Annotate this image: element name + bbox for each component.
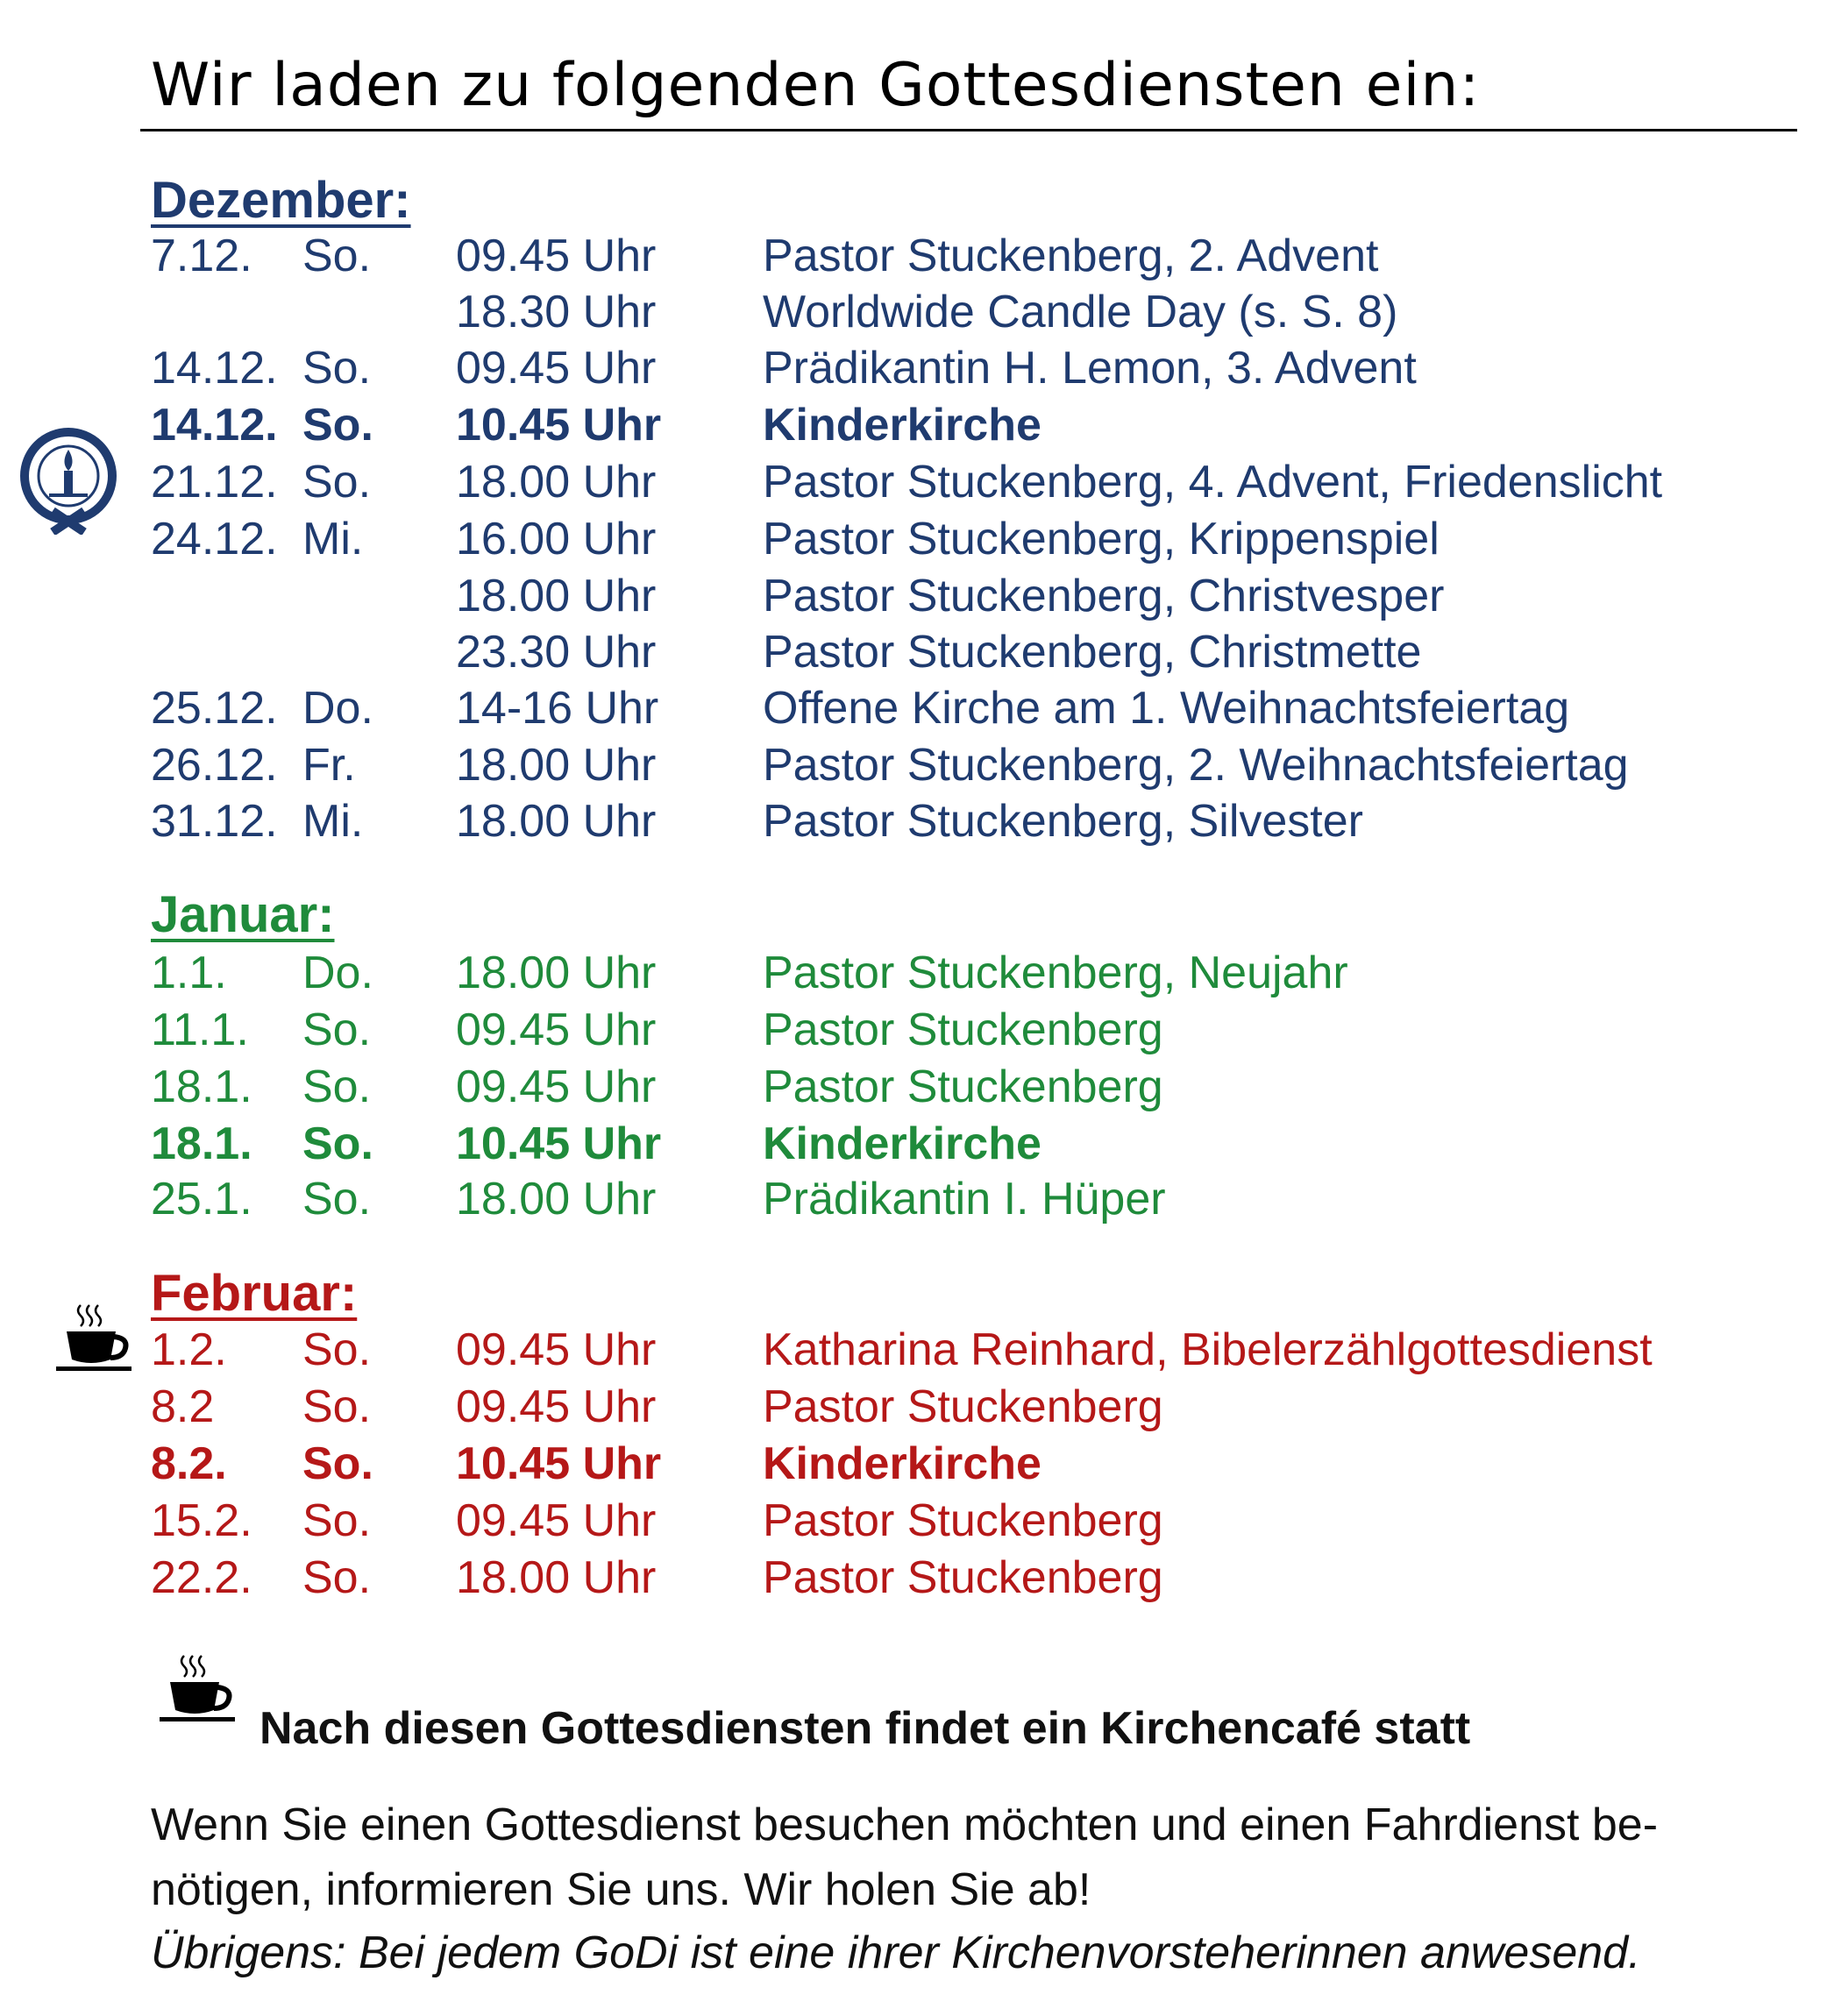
service-date: 25.1. bbox=[151, 1174, 252, 1225]
service-description: Prädikantin I. Hüper bbox=[763, 1174, 1166, 1225]
service-description: Pastor Stuckenberg, 4. Advent, Friedenslicht bbox=[763, 457, 1663, 508]
service-weekday: Do. bbox=[302, 683, 373, 734]
service-date: 14.12. bbox=[151, 343, 278, 394]
service-date: 14.12. bbox=[151, 400, 278, 451]
service-description: Katharina Reinhard, Bibelerzählgottesdienst bbox=[763, 1324, 1653, 1375]
service-row bbox=[0, 795, 1827, 851]
service-date: 11.1. bbox=[151, 1004, 249, 1055]
service-weekday: So. bbox=[302, 1438, 373, 1489]
service-weekday: So. bbox=[302, 1381, 372, 1432]
service-row bbox=[0, 1004, 1827, 1060]
service-description: Pastor Stuckenberg, 2. Weihnachtsfeiertag bbox=[763, 740, 1629, 791]
service-weekday: So. bbox=[302, 343, 372, 394]
service-time: 18.00 Uhr bbox=[456, 796, 657, 847]
service-date: 8.2 bbox=[151, 1381, 215, 1432]
service-row bbox=[0, 230, 1827, 286]
month-heading-februar: Februar: bbox=[151, 1265, 358, 1322]
service-time: 18.00 Uhr bbox=[456, 571, 657, 621]
service-description: Pastor Stuckenberg, Silvester bbox=[763, 796, 1363, 847]
service-row bbox=[0, 1551, 1827, 1608]
service-description: Pastor Stuckenberg, Christmette bbox=[763, 627, 1422, 678]
service-row bbox=[0, 286, 1827, 342]
service-date: 18.1. bbox=[151, 1061, 252, 1112]
service-row bbox=[0, 456, 1827, 512]
service-date: 15.2. bbox=[151, 1495, 252, 1546]
service-row bbox=[0, 1118, 1827, 1174]
service-description: Kinderkirche bbox=[763, 400, 1041, 451]
service-weekday: So. bbox=[302, 1495, 372, 1546]
service-weekday: So. bbox=[302, 1324, 372, 1375]
service-weekday: So. bbox=[302, 1118, 373, 1169]
service-time: 09.45 Uhr bbox=[456, 1324, 657, 1375]
service-description: Pastor Stuckenberg, Neujahr bbox=[763, 948, 1348, 998]
service-date: 1.2. bbox=[151, 1324, 227, 1375]
service-date: 18.1. bbox=[151, 1118, 252, 1169]
service-time: 23.30 Uhr bbox=[456, 627, 657, 678]
service-time: 10.45 Uhr bbox=[456, 1118, 662, 1169]
service-description: Pastor Stuckenberg bbox=[763, 1061, 1163, 1112]
service-date: 26.12. bbox=[151, 740, 278, 791]
service-description: Pastor Stuckenberg, Christvesper bbox=[763, 571, 1445, 621]
service-row bbox=[0, 739, 1827, 795]
service-date: 8.2. bbox=[151, 1438, 227, 1489]
info-paragraph-line-1: Wenn Sie einen Gottesdienst besuchen möchten und einen Fahrdienst be- bbox=[151, 1799, 1659, 1850]
candle-day-logo-icon bbox=[18, 425, 123, 535]
service-row bbox=[0, 1324, 1827, 1380]
service-date: 24.12. bbox=[151, 514, 278, 564]
service-weekday: So. bbox=[302, 457, 372, 508]
coffee-cup-icon bbox=[158, 1652, 238, 1724]
service-weekday: So. bbox=[302, 1552, 372, 1603]
service-description: Pastor Stuckenberg, Krippenspiel bbox=[763, 514, 1440, 564]
service-weekday: Mi. bbox=[302, 514, 364, 564]
service-description: Pastor Stuckenberg bbox=[763, 1004, 1163, 1055]
service-row bbox=[0, 682, 1827, 738]
service-time: 09.45 Uhr bbox=[456, 1495, 657, 1546]
kirchencafe-note: Nach diesen Gottesdiensten findet ein Kirchencafé statt bbox=[259, 1703, 1471, 1754]
service-description: Worldwide Candle Day (s. S. 8) bbox=[763, 287, 1398, 337]
service-time: 18.00 Uhr bbox=[456, 948, 657, 998]
title-divider bbox=[140, 129, 1797, 131]
service-date: 25.12. bbox=[151, 683, 278, 734]
service-row bbox=[0, 1173, 1827, 1229]
service-time: 18.00 Uhr bbox=[456, 1174, 657, 1225]
service-description: Pastor Stuckenberg, 2. Advent bbox=[763, 231, 1379, 281]
service-weekday: So. bbox=[302, 400, 373, 451]
service-row bbox=[0, 626, 1827, 682]
service-weekday: So. bbox=[302, 1061, 372, 1112]
service-date: 7.12. bbox=[151, 231, 252, 281]
service-description: Pastor Stuckenberg bbox=[763, 1381, 1163, 1432]
service-weekday: So. bbox=[302, 1174, 372, 1225]
month-heading-dezember: Dezember: bbox=[151, 172, 411, 229]
service-time: 16.00 Uhr bbox=[456, 514, 657, 564]
service-row bbox=[0, 399, 1827, 455]
service-weekday: Do. bbox=[302, 948, 373, 998]
service-date: 21.12. bbox=[151, 457, 278, 508]
service-description: Pastor Stuckenberg bbox=[763, 1552, 1163, 1603]
service-date: 31.12. bbox=[151, 796, 278, 847]
service-weekday: So. bbox=[302, 231, 372, 281]
service-row bbox=[0, 947, 1827, 1003]
service-row bbox=[0, 1061, 1827, 1117]
info-paragraph-note: Übrigens: Bei jedem GoDi ist eine ihrer Kirchenvorsteherinnen anwesend. bbox=[151, 1927, 1641, 1978]
service-time: 10.45 Uhr bbox=[456, 1438, 662, 1489]
service-description: Kinderkirche bbox=[763, 1118, 1041, 1169]
service-row bbox=[0, 513, 1827, 569]
service-date: 22.2. bbox=[151, 1552, 252, 1603]
service-description: Offene Kirche am 1. Weihnachtsfeiertag bbox=[763, 683, 1570, 734]
service-description: Kinderkirche bbox=[763, 1438, 1041, 1489]
service-time: 18.00 Uhr bbox=[456, 457, 657, 508]
service-weekday: Fr. bbox=[302, 740, 356, 791]
month-heading-januar: Januar: bbox=[151, 886, 335, 943]
service-time: 18.30 Uhr bbox=[456, 287, 657, 337]
service-weekday: So. bbox=[302, 1004, 372, 1055]
service-time: 18.00 Uhr bbox=[456, 1552, 657, 1603]
service-date: 1.1. bbox=[151, 948, 227, 998]
service-description: Prädikantin H. Lemon, 3. Advent bbox=[763, 343, 1417, 394]
info-paragraph-line-2: nötigen, informieren Sie uns. Wir holen Sie ab! bbox=[151, 1864, 1091, 1915]
service-weekday: Mi. bbox=[302, 796, 364, 847]
service-time: 09.45 Uhr bbox=[456, 343, 657, 394]
coffee-cup-icon bbox=[54, 1302, 135, 1374]
service-description: Pastor Stuckenberg bbox=[763, 1495, 1163, 1546]
service-time: 09.45 Uhr bbox=[456, 1061, 657, 1112]
service-time: 09.45 Uhr bbox=[456, 231, 657, 281]
service-row bbox=[0, 1494, 1827, 1551]
service-time: 09.45 Uhr bbox=[456, 1004, 657, 1055]
service-row bbox=[0, 1437, 1827, 1494]
service-time: 14-16 Uhr bbox=[456, 683, 659, 734]
service-time: 09.45 Uhr bbox=[456, 1381, 657, 1432]
service-time: 18.00 Uhr bbox=[456, 740, 657, 791]
service-row bbox=[0, 570, 1827, 626]
service-row bbox=[0, 342, 1827, 398]
page-title: Wir laden zu folgenden Gottesdiensten ein: bbox=[151, 51, 1481, 120]
service-time: 10.45 Uhr bbox=[456, 400, 662, 451]
service-row bbox=[0, 1381, 1827, 1437]
